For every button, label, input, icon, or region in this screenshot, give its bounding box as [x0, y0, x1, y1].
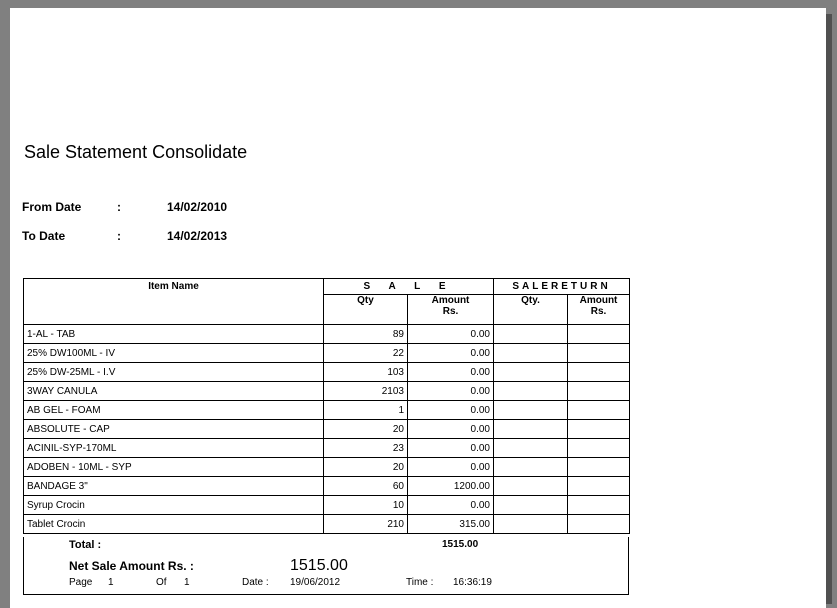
return-qty-cell [494, 515, 568, 534]
amount-cell: 0.00 [408, 363, 494, 382]
to-date-colon: : [117, 229, 121, 243]
qty-cell: 23 [324, 439, 408, 458]
time-value: 16:36:19 [453, 577, 492, 588]
item-name-cell: 25% DW100ML - IV [24, 344, 324, 363]
report-page [10, 8, 826, 608]
date-label: Date : [242, 577, 269, 588]
return-qty-cell [494, 477, 568, 496]
table-row [24, 401, 630, 420]
qty-cell: 103 [324, 363, 408, 382]
from-date-colon: : [117, 200, 121, 214]
table-row [24, 344, 630, 363]
return-amount-cell [568, 515, 630, 534]
return-amount-cell [568, 344, 630, 363]
amount-cell: 0.00 [408, 325, 494, 344]
amount-cell: 0.00 [408, 496, 494, 515]
return-qty-cell [494, 458, 568, 477]
item-name-cell: Tablet Crocin [24, 515, 324, 534]
qty-cell: 22 [324, 344, 408, 363]
sale-header: S A L E [324, 279, 494, 295]
qty-header: Qty [324, 295, 408, 325]
salereturn-header: SALERETURN [494, 279, 630, 295]
return-amount-cell [568, 496, 630, 515]
return-amount-cell [568, 363, 630, 382]
total-value: 1515.00 [442, 539, 479, 550]
return-qty-cell [494, 382, 568, 401]
return-qty-cell [494, 420, 568, 439]
qty-cell: 89 [324, 325, 408, 344]
return-qty-cell [494, 401, 568, 420]
page-shadow [826, 14, 832, 604]
return-qty-cell [494, 363, 568, 382]
return-amount-cell [568, 420, 630, 439]
return-amount-cell [568, 325, 630, 344]
amount-cell: 0.00 [408, 401, 494, 420]
qty-cell: 20 [324, 458, 408, 477]
return-qty-cell [494, 325, 568, 344]
date-value: 19/06/2012 [290, 577, 341, 588]
of-label: Of [156, 577, 167, 588]
item-name-cell: 25% DW-25ML - I.V [24, 363, 324, 382]
item-name-cell: BANDAGE 3" [24, 477, 324, 496]
qty-cell: 10 [324, 496, 408, 515]
qty-cell: 60 [324, 477, 408, 496]
amount-header: Amount Rs. [408, 295, 494, 325]
item-name-cell: ACINIL-SYP-170ML [24, 439, 324, 458]
amount-cell: 1200.00 [408, 477, 494, 496]
return-amount-cell [568, 439, 630, 458]
time-label: Time : [406, 577, 434, 588]
table-row [24, 477, 630, 496]
qty-cell: 20 [324, 420, 408, 439]
return-qty-cell [494, 344, 568, 363]
table-row [24, 515, 630, 534]
amount-cell: 0.00 [408, 458, 494, 477]
report-title: Sale Statement Consolidate [24, 142, 248, 162]
item-name-header: Item Name [24, 279, 324, 325]
qty-cell: 1 [324, 401, 408, 420]
item-name-cell: 3WAY CANULA [24, 382, 324, 401]
report-footer [23, 537, 629, 595]
return-qty-cell [494, 496, 568, 515]
item-name-cell: ADOBEN - 10ML - SYP [24, 458, 324, 477]
table-row [24, 420, 630, 439]
page-label: Page [69, 577, 93, 588]
amount-cell: 315.00 [408, 515, 494, 534]
of-number: 1 [184, 577, 190, 588]
to-date-label: To Date [22, 229, 66, 243]
item-name-cell: AB GEL - FOAM [24, 401, 324, 420]
return-qty-header: Qty. [494, 295, 568, 325]
net-sale-label: Net Sale Amount Rs. : [69, 559, 194, 573]
return-amount-cell [568, 382, 630, 401]
table-row [24, 363, 630, 382]
from-date-value: 14/02/2010 [167, 200, 228, 214]
to-date-value: 14/02/2013 [167, 229, 228, 243]
item-name-cell: ABSOLUTE - CAP [24, 420, 324, 439]
table-row [24, 325, 630, 344]
page-number: 1 [108, 577, 114, 588]
total-label: Total : [69, 539, 102, 551]
from-date-label: From Date [22, 200, 82, 214]
return-amount-header: Amount Rs. [568, 295, 630, 325]
table-row [24, 382, 630, 401]
amount-cell: 0.00 [408, 420, 494, 439]
qty-cell: 210 [324, 515, 408, 534]
table-row [24, 439, 630, 458]
table-row [24, 458, 630, 477]
amount-cell: 0.00 [408, 382, 494, 401]
return-amount-cell [568, 401, 630, 420]
qty-cell: 2103 [324, 382, 408, 401]
return-amount-cell [568, 458, 630, 477]
return-qty-cell [494, 439, 568, 458]
table-row [24, 496, 630, 515]
item-name-cell: Syrup Crocin [24, 496, 324, 515]
net-sale-value: 1515.00 [290, 557, 348, 574]
amount-cell: 0.00 [408, 344, 494, 363]
return-amount-cell [568, 477, 630, 496]
amount-cell: 0.00 [408, 439, 494, 458]
item-name-cell: 1-AL - TAB [24, 325, 324, 344]
sale-table [23, 278, 630, 534]
